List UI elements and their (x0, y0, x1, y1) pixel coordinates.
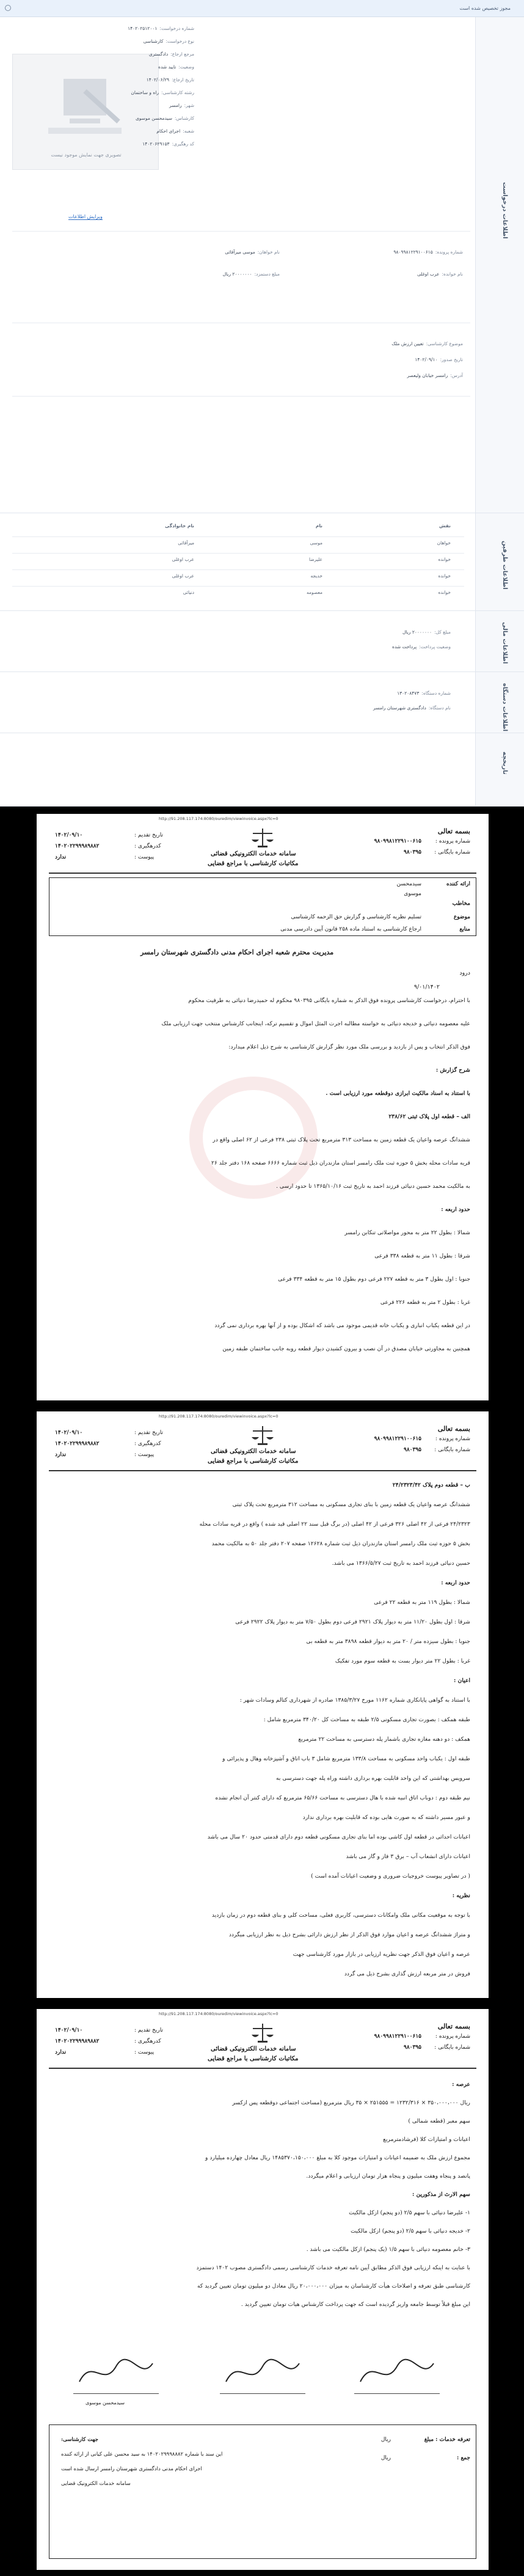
header-rule (49, 1470, 476, 1471)
scales-of-justice-icon (250, 827, 275, 851)
document-line: حدود اربعه : (441, 1579, 470, 1586)
document-line: شرقا : بطول ۱۱ متر به قطعه ۳۳۸ فرعی (374, 1253, 470, 1259)
doc-meta-label: شماره بایگانی : (434, 849, 470, 855)
field-value: موسی میرآقائی (225, 249, 255, 255)
fee-label: تعرفه خدمات : مبلغ (424, 2437, 470, 2443)
document-url: http://91.208.117.174:8080/ouredim/viewinvoice.aspx?lc=0 (159, 816, 278, 821)
document-line: حسین دنیائی فرزند احمد به تاریخ ثبت ۱۳۶۶/۵/۲۷ می باشد. (332, 1560, 470, 1567)
party-header: نقش (439, 523, 451, 529)
document-line: فوق الذکر انتخاب و پس از بازدید و بررسی ملک مورد نظر گزارش کارشناسی به شرح ذیل اعلام میدارد: (228, 1044, 470, 1050)
field-value: راه و ساختمان (131, 90, 159, 95)
document-line: با عنایت به اینکه ارزیابی فوق الذکر مطابق آیین نامه تعرفه خدمات کارشناسی رسمی دادگستری مصوب ۱۴۰۲ دستمزد (196, 2264, 470, 2271)
field-value: سیدمحسن موسوی (135, 115, 172, 121)
document-line: غربا : بطول ۲ متر به قطعه ۲۲۶ فرعی (380, 1299, 470, 1306)
doc-meta-value: ۱۴۰۲۰۲۲۹۹۹۸۹۸۸۲ (55, 1441, 100, 1447)
party-cell: خدیجه (310, 573, 322, 579)
document-line: فروش در متر مربعه ارزش گذاری بشرح ذیل می گردد (344, 1970, 470, 1977)
notice-bar (0, 0, 524, 17)
field-row (417, 271, 463, 280)
field-value: عرب اوغلی (417, 271, 440, 277)
doc-meta-value: ۹۸۰۳۹۵ (403, 2044, 421, 2051)
footer-line: این سند با شماره ۱۴۰۲۰۲۹۹۹۸۸۸۲ به سید محسن علی کیانی از ارائه کننده (61, 2451, 223, 2457)
field-row (391, 341, 463, 349)
field-value: ۱۴۰۲۰۲۵۱۲۰۰۱ (128, 26, 158, 31)
edit-button[interactable]: ویرایش اطلاعات (68, 214, 103, 219)
field-row (393, 249, 463, 258)
document-line: و متراژ ششدانگ عرصه و اعیان موارد فوق الذکر از نظر ارزش دارائی بشرح ذیل به نظر ارزیابی میگردد (228, 1931, 470, 1938)
field-value: ۱۳۰۲۰۸۴۷۳ (397, 690, 420, 696)
page-label: بسمه تعالی (437, 1425, 470, 1433)
document-line: بخش ۵ حوزه ثبت ملک رامسر استان مازندران ذیل ثبت شماره ۱۲۶۲۸ صفحه ۲۰۷ دفتر جلد ۵۰ به مالکیت محمد (211, 1540, 470, 1547)
doc-meta-label: پیوست : (134, 854, 155, 860)
party-cell: علیرضا (308, 557, 322, 562)
signature (220, 2351, 305, 2394)
doc-meta-value: ۹۸۰۹۹۸۱۲۲۹۱۰۰۶۱۵ (374, 838, 421, 844)
field-row (131, 90, 194, 98)
document-line: سهم الارث از مذکورین : (412, 2191, 470, 2198)
field-value: ۱۴۰۲۰۶۲۹۱۵۳ (142, 141, 170, 147)
fee-label: جمع : (456, 2455, 470, 2461)
document-line: جنوبا : اول بطول ۳ متر به قطعه ۲۲۷ فرعی دوم بطول ۱۵ متر به قطعه ۳۳۴ فرعی (278, 1276, 470, 1283)
field-row (402, 629, 451, 638)
party-cell: موسی (310, 540, 322, 546)
document-line: ۱- علیرضا دنیائی با سهم ۲/۵ (دو پنجم) ازکل مالکیت (349, 2209, 470, 2216)
greeting: درود (459, 970, 470, 976)
document-line: قریه سادات محله بخش ۵ حوزه ثبت ملک رامسر استان مازندران ذیل ثبت شماره ۶۶۶۶ صفحه ۱۶۸ دفتر جلد ۲۶ (211, 1160, 470, 1166)
doc-meta-label: تاریخ تقدیم : (134, 1430, 163, 1436)
device-panel (0, 672, 524, 733)
document-line: با احترام، درخواست کارشناسی پرونده فوق الذکر به شماره بایگانی ۹۸۰۳۹۵ محکوم له حمیدرضا دنیائی به طرفیت محکوم (188, 997, 470, 1004)
document-viewer (0, 807, 524, 2576)
party-cell: عرب اوغلی (172, 573, 194, 579)
doc-meta-value: ۹۸۰۹۹۸۱۲۲۹۱۰۰۶۱۵ (374, 2033, 421, 2040)
field-value: دادگستری شهرستان رامسر (373, 705, 426, 711)
row-divider (12, 536, 464, 537)
document-line: و عبور مسیر داشته که به صورت هایی بوده که قابلیت بهره برداری ندارد (302, 1814, 470, 1821)
table-value: ارجاع کارشناسی به استناد ماده ۲۵۸ قانون آیین دادرسی مدنی (280, 926, 421, 932)
divider (12, 396, 470, 397)
document-line: طبقه اول : یکباب واحد مسکونی به مساحت ۱۳۳/۸ مترمربع شامل ۳ باب اتاق و آشپزخانه وهال و پذیرائی و (222, 1755, 470, 1762)
document-line: عرصه : (452, 2081, 470, 2088)
document-line: اعیانات احداثی در قطعه اول کاشی بوده اما بنای تجاری مسکونی قطعه دوم دارای قدمتی حدود ۲۰ سال می باشد (207, 1834, 470, 1840)
notice-text: مجوز تخصیص شده است (459, 5, 511, 11)
document-page-2 (37, 1411, 489, 1998)
document-line: الف – قطعه اول پلاک ثبتی ۲۳۸/۶۲ (388, 1113, 470, 1120)
doc-meta-label: کدرهگیری : (134, 843, 161, 849)
field-row (415, 357, 463, 365)
fee-table (49, 2424, 476, 2559)
field-row (136, 115, 194, 124)
tab-history[interactable]: تاریخچه (501, 752, 508, 775)
footer-line: جهت کارشناسی: (61, 2437, 98, 2443)
fee-unit: ریال (380, 2455, 391, 2461)
party-cell: خوانده (438, 573, 451, 579)
document-line: طبقه همکف : بصورت تجاری مسکونی ۲/۵ طبقه به مساحت کل ۳۴۰/۲۰ مترمربع شامل : (263, 1716, 470, 1723)
doc-meta-label: تاریخ تقدیم : (134, 2027, 163, 2033)
document-line: اعیان : (454, 1677, 470, 1684)
document-line: نظریه : (452, 1892, 470, 1899)
document-line: شمالا : بطول ۱۱۹ متر به قطعه ۲۲ فرعی (374, 1599, 470, 1606)
document-line: با استناد به گواهی پایانکاری شماره ۱۱۶۲ مورخ ۱۳۸۵/۳/۲۷ صادره از شهرداری کتالم وسادات شهر : (239, 1697, 470, 1703)
document-line: ششدانگ عرصه واعیان یک قطعه زمین به مساحت ۳۱۳ مترمربع تحت پلاک ثبتی ۲۳۸ فرعی از ۶۲ اصلی واقع در (213, 1136, 470, 1143)
field-label: شهر: (184, 103, 194, 108)
signature-name: سیدمحسن موسوی (86, 2400, 125, 2406)
request-info-panel (0, 17, 524, 513)
party-cell: دنیائی (183, 590, 194, 595)
signature (354, 2351, 440, 2394)
field-row (397, 690, 451, 699)
field-row (392, 644, 451, 653)
info-icon (5, 5, 11, 11)
party-cell: خواهان (437, 540, 451, 546)
document-line: جنوبا : بطول سیزده متر / ۲۰ متر به دیوار قطعه ۳۸۹۸ متر به قطعه بی (306, 1638, 470, 1645)
document-line: عرصه و اعیان فوق الذکر جهت نظریه ارزیابی در بازار مورد کارشناسی جهت (293, 1951, 470, 1958)
document-line: پانصد و پنجاه وهفت میلیون و پنجاه هزار تومان ارزیابی و اعلام میگردد. (306, 2173, 470, 2179)
tab-column (475, 733, 524, 806)
document-line: سهم معبر (قطعه شمالی ) (408, 2118, 470, 2124)
tab-device[interactable]: اطلاعات دستگاه (501, 683, 508, 732)
table-label: مخاطب (452, 901, 470, 907)
reference-date: ۹/۰۱/۱۴۰۲ (413, 984, 440, 990)
doc-meta-label: شماره پرونده : (435, 838, 470, 844)
doc-meta-label: شماره پرونده : (435, 2033, 470, 2040)
document-line: نیم طبقه دوم : دوباب اتاق انبیه شده با هال دسترسی به مساحت ۶۵/۶۶ مترمربع که دارای کنتر آن انجام نشده (215, 1795, 470, 1801)
document-line: با توجه به موقعیت مکانی ملک وامکانات دسترسی، کاربری فعلی، مساحت کلی و بنای قطعه دوم در زمان بازدید (211, 1912, 470, 1919)
scales-of-justice-icon (250, 2022, 275, 2046)
field-row (156, 128, 194, 137)
table-label: ارائه کننده (446, 881, 470, 887)
table-value: سیدمحسن (396, 881, 421, 887)
document-line: اعیانات دارای انشعاب آب – برق ۳ فاز و گاز می باشد (346, 1853, 470, 1860)
document-line: ریال ۳۵۰،۰۰۰،۰۰۰ × ۱۲۳۲/۳۱۶ = ۲۵۱۵۵۵ × ۳۵ ریال مترمربع (مساحت اجتماعی دوقطعه پس ازکسر (232, 2099, 470, 2106)
document-line: حدود اربعه : (441, 1206, 470, 1213)
field-label: آدرس: (450, 373, 463, 378)
doc-meta-value: ۱۴۰۲/۰۹/۱۰ (55, 2027, 83, 2033)
document-line: همچنین به مجاورتی خیابان مصدق در آن نصب و بیرون کشیدن دیوار قطعه روبه جانب ساختمان طبقه زمین (222, 1345, 470, 1352)
party-cell: خوانده (438, 590, 451, 595)
doc-meta-value: ندارد (55, 854, 67, 860)
doc-meta-label: شماره پرونده : (435, 1436, 470, 1442)
org-subtitle: مکاتبات کارشناسی با مراجع قضایی (208, 2055, 299, 2062)
header-rule (49, 2068, 476, 2069)
field-label: شماره پرونده: (435, 249, 463, 255)
tab-column (475, 611, 524, 671)
field-label: تاریخ ارجاع: (172, 77, 194, 82)
field-value: کارشناسی (143, 38, 164, 44)
placeholder-caption: تصویری جهت نمایش موجود نیست (51, 152, 122, 158)
fee-unit: ریال (380, 2437, 391, 2443)
document-page-3 (37, 2009, 489, 2570)
divider (12, 231, 470, 232)
field-value: ۹۸۰۹۹۸۱۲۲۹۱۰۰۶۱۵ (393, 249, 433, 255)
field-value: تعیین ارزش ملک (391, 341, 424, 346)
tab-financial[interactable]: اطلاعات مالی (501, 622, 508, 664)
table-value: تسلیم نظریه کارشناسی و گزارش حق الزحمه کارشناسی (291, 914, 421, 920)
document-line: در این قطعه یکباب انباری و یکباب خانه قدیمی موجود می باشد که اشکال بوده و از آنها بهره برداری نمی گردد (214, 1322, 470, 1329)
field-label: شماره دستگاه: (421, 690, 451, 696)
party-cell: خوانده (438, 557, 451, 562)
field-row (407, 373, 463, 381)
tab-party[interactable]: اطلاعات طرفین (501, 541, 508, 590)
field-label: شعبه: (183, 128, 194, 134)
document-line: شمالا : بطول ۲۲ متر به محور مواصلاتی تنکابن رامسر (344, 1229, 470, 1236)
field-label: موضوع کارشناسی: (426, 341, 463, 346)
field-value: پرداخت شده (392, 644, 417, 649)
document-line: ۲- خدیجه دنیائی با سهم ۲/۵ (دو پنجم) ازکل مالکیت (351, 2228, 470, 2234)
doc-meta-value: ندارد (55, 2049, 67, 2055)
party-header: نام خانوادگی (165, 523, 194, 529)
field-label: رشته کارشناسی: (161, 90, 194, 95)
field-label: وضعیت پرداخت: (419, 644, 451, 649)
tab-info[interactable]: اطلاعات درخواست (501, 182, 508, 239)
doc-meta-value: ندارد (55, 1452, 67, 1458)
doc-meta-value: ۹۸۰۳۹۵ (403, 1447, 421, 1453)
field-label: کارشناس: (175, 115, 194, 121)
field-label: وضعیت: (178, 64, 194, 70)
tab-column (475, 513, 524, 610)
field-value: ۱۴۰۲/۰۶/۲۹ (146, 77, 170, 82)
document-line: ششدانگ عرصه واعیان یک قطعه زمین با بنای تجاری مسکونی به مساحت ۳۱۲ مترمربع تحت پلاک ثبتی (232, 1501, 470, 1508)
doc-meta-value: ۹۸۰۹۹۸۱۲۲۹۱۰۰۶۱۵ (374, 1436, 421, 1442)
doc-meta-label: کدرهگیری : (134, 2038, 161, 2044)
table-value: موسوی (404, 891, 421, 897)
document-line: ( در تصاویر پیوست خروجیات ضروری و وضعیت اعیانات آمده است ) (311, 1873, 470, 1879)
image-placeholder (12, 54, 159, 170)
scales-of-justice-icon (250, 1425, 275, 1448)
field-row (149, 51, 194, 60)
document-line: غربا : بطول ۲۲ متر دیوار بست به قطعه سوم مورد تفکیک (335, 1658, 470, 1664)
doc-meta-value: ۱۴۰۲۰۲۲۹۹۹۸۹۸۸۲ (55, 2038, 100, 2044)
doc-meta-label: تاریخ تقدیم : (134, 832, 163, 838)
doc-meta-label: کدرهگیری : (134, 1441, 161, 1447)
financial-panel (0, 611, 524, 672)
org-title: سامانه خدمات الکترونیکی قضائی (211, 1448, 296, 1455)
document-line: این مبلغ قبلاً توسط جامعه واریز گردیده است که جهت پرداخت کارشناس هیات تومان تعیین گردید . (241, 2301, 470, 2308)
doc-meta-value: ۹۸۰۳۹۵ (403, 849, 421, 855)
field-value: رامسر (169, 103, 182, 108)
party-cell: عرب اوغلی (172, 557, 194, 562)
party-cell: معصومه (306, 590, 322, 595)
field-row (142, 141, 194, 150)
field-row (158, 64, 194, 73)
document-line: به مالکیت محمد حسین دنیائی فرزند احمد به تاریخ ثبت ۱۳۶۵/۱۰/۱۶ تا حدود ارسی . (276, 1183, 470, 1190)
field-label: شماره درخواست: (159, 26, 194, 31)
history-panel (0, 733, 524, 807)
party-cell: میرآقائی (178, 540, 194, 546)
field-row (128, 26, 194, 34)
doc-meta-label: پیوست : (134, 2049, 155, 2055)
document-line: سرویس بهداشتی که این واحد قابلیت بهره برداری داشته وراه پله جهت دسترسی به (276, 1775, 470, 1782)
footer-line: سامانه خدمات الکترونیک قضایی (61, 2481, 131, 2487)
field-row (223, 271, 280, 280)
field-row (147, 77, 194, 86)
document-line: مجموع ارزش ملک به ضمیمه اعیانات و امتیازات موجود کلا به مبلغ ۱۴۸۵۳۷۰،۱۵۰،۰۰۰ ریال معادل چهارده میلیارد و (205, 2154, 470, 2161)
field-row (373, 705, 451, 714)
row-divider (12, 569, 464, 570)
field-label: نام خواهان: (257, 249, 280, 255)
document-url: http://91.208.117.174:8080/ouredim/viewinvoice.aspx?lc=0 (159, 1414, 278, 1419)
document-line: همکف : دو دهنه مغازه تجاری باشمار پله دسترسی به مساحت ۲۲ مترمربع (298, 1736, 470, 1743)
org-subtitle: مکاتبات کارشناسی با مراجع قضایی (208, 1458, 299, 1465)
doc-meta-value: ۱۴۰۲۰۲۲۹۹۹۸۹۸۸۲ (55, 843, 100, 849)
doc-meta-label: شماره بایگانی : (434, 2044, 470, 2051)
field-value: ۱۴۰۲/۰۹/۱۰ (415, 357, 438, 362)
field-value: ۲۰۰۰۰۰۰۰ ریال (222, 271, 252, 277)
signature (73, 2351, 159, 2394)
document-line: اعیانات و امتیازات کلا (فرشادمترمربع (383, 2136, 470, 2143)
field-label: نوع درخواست: (166, 38, 194, 44)
document-line: با استناد به اسناد مالکیت ابرازی دوقطعه مورد ارزیابی است . (326, 1090, 470, 1097)
field-label: مبلغ دستمزد: (254, 271, 280, 277)
table-label: منابع (459, 926, 470, 932)
field-row (169, 103, 194, 111)
field-row (144, 38, 194, 47)
field-row (225, 249, 280, 258)
field-value: تایید شده (158, 64, 176, 70)
party-panel (0, 513, 524, 611)
org-title: سامانه خدمات الکترونیکی قضائی (211, 851, 296, 857)
row-divider (12, 553, 464, 554)
field-value: اجرای احکام (156, 128, 181, 134)
field-value: دادگستری (148, 51, 169, 57)
party-header: نام (315, 523, 322, 529)
document-line: شرح گزارش : (435, 1067, 470, 1074)
letter-heading: مدیریت محترم شعبه اجرای احکام مدنی دادگستری شهرستان رامسر (140, 948, 334, 956)
header-rule (49, 873, 476, 874)
page-label: بسمه تعالی (437, 2022, 470, 2030)
field-value: رامسر خیابان ولیعصر (407, 373, 448, 378)
footer-line: اجرای احکام مدنی دادگستری شهرستان رامسر ارسال شده است (61, 2466, 202, 2472)
tab-column (475, 672, 524, 733)
page-label: بسمه تعالی (437, 827, 470, 835)
doc-meta-value: ۱۴۰۲/۰۹/۱۰ (55, 1430, 83, 1436)
org-title: سامانه خدمات الکترونیکی قضائی (211, 2046, 296, 2052)
document-line: ۳- خانم معصومه دنیائی با سهم ۱/۵ (یک پنجم) ازکل مالکیت می باشد . (306, 2246, 470, 2253)
document-line: ب – قطعه دوم پلاک ۲۴/۲۳۲۳/۴۲ (392, 1482, 470, 1488)
doc-meta-value: ۱۴۰۲/۰۹/۱۰ (55, 832, 83, 838)
document-line: علیه معصومه دنیائی و خدیجه دنیائی به خواسته مطالبه اجرت المثل اموال و تقسیم ترکه، اینجانب کارشناس منتخب جهت ارزیابی ملک (161, 1020, 470, 1027)
doc-meta-label: پیوست : (134, 1452, 155, 1458)
table-label: موضوع (453, 914, 470, 920)
field-label: نام دستگاه: (428, 705, 451, 711)
field-label: کد رهگیری: (172, 141, 194, 147)
document-line: کارشناسی طبق تعرفه و اصلاحات هیأت کارشناسان به میزان ۲۰،۰۰۰،۰۰۰ ریال معادل دو میلیون تومان تعیین گردید که (197, 2283, 470, 2289)
document-line: شرقا : اول بطول ۱۱/۲۰ متر به دیوار پلاک ۲۹۲۱ فرعی دوم بطول ۷/۵۰ متر به دیوار پلاک ۲۹۲۲ فرعی (235, 1619, 470, 1625)
tab-column (475, 17, 524, 513)
org-subtitle: مکاتبات کارشناسی با مراجع قضایی (208, 860, 299, 867)
row-divider (12, 586, 464, 587)
document-page-1 (37, 814, 489, 1400)
doc-meta-label: شماره بایگانی : (434, 1447, 470, 1453)
document-url: http://91.208.117.174:8080/ouredim/viewinvoice.aspx?lc=0 (159, 2011, 278, 2016)
field-label: مبلغ کل: (434, 629, 451, 635)
document-line: ۲۴/۲۳۲۳ فرعی از ۴۲ اصلی ۳۲۶ فرعی از ۴۲ اصلی (در برگ قبل سند ۲۲ اصلی قید شده ) واقع در قریه سادات محله (199, 1521, 470, 1528)
field-value: ۲۰۰۰۰۰۰۰ ریال (402, 629, 432, 635)
field-label: مرجع ارجاع: (170, 51, 194, 57)
field-label: نام خوانده: (442, 271, 463, 277)
field-label: تاریخ صدور: (440, 357, 463, 362)
